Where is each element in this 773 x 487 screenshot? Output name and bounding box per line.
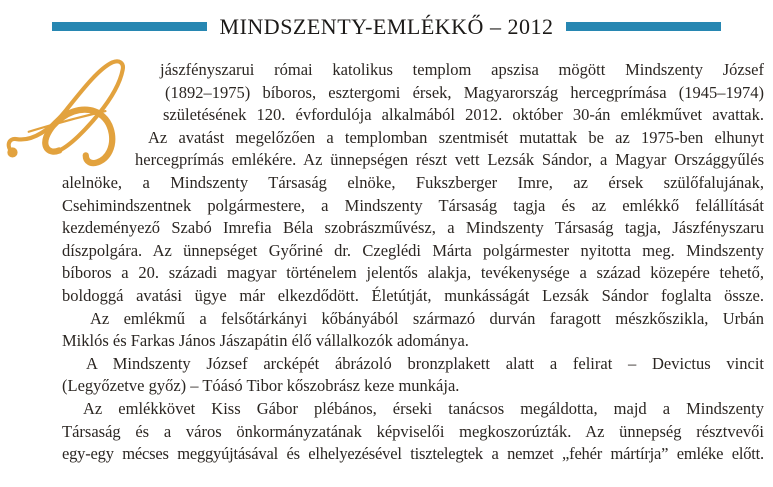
text-line: Miklós és Farkas János Jászapátin élő vállalkozók adománya. [62, 331, 469, 351]
text-line: hercegprímás emlékére. Az ünnepségen részt vett Lezsák Sándor, a Magyar Országgyűlés [135, 150, 764, 170]
text-line: (Legyőzetve győz) – Tóásó Tibor kőszobrász keze munkája. [62, 376, 460, 396]
header-rule-right [566, 22, 721, 31]
text-line: boldoggá avatási ügye már elkezdődött. Életútját, munkásságát Lezsák Sándor foglalta össze. [62, 285, 764, 305]
text-line: Társaság és a város önkormányzatának képviselői megkoszorúzták. Az ünnepség résztvevői [62, 421, 764, 441]
header-rule-left [52, 22, 207, 31]
paragraph-1 [62, 59, 764, 308]
text-line: születésének 120. évfordulója alkalmából 2012. október 30-án emlékművet avattak. [163, 105, 764, 125]
text-line: bíboros a 20. századi magyar történelem jelentős alakja, tevékenysége a század közepére tehető, [62, 263, 764, 283]
text-line: Az avatást megelőzően a templomban szentmisét mutattak be az 1975-ben elhunyt [148, 127, 764, 147]
text-line: A Mindszenty József arcképét ábrázoló bronzplakett alatt a felirat – Devictus vincit [86, 353, 764, 373]
text-line: Az emlékmű a felsőtárkányi kőbányából származó durván faragott mészkőszikla, Urbán [90, 308, 764, 328]
text-line: Az emlékkövet Kiss Gábor plébános, érseki tanácsos megáldotta, majd a Mindszenty [83, 398, 764, 418]
text-line: kezdeményező Szabó Imrefia Béla szobrászművész, a Mindszenty Társaság tagja, Jászfényszaru [62, 218, 764, 238]
text-line: díszpolgára. Az ünnepséget Győriné dr. Czeglédi Márta polgármester nyitotta meg. Mindszenty [62, 240, 764, 260]
text-line: Csehimindszentnek polgármestere, a Mindszenty Társaság tagja és az emlékkő felállítását [62, 195, 764, 215]
page-title: MINDSZENTY-EMLÉKKŐ – 2012 [219, 14, 554, 39]
chapter-header [0, 14, 773, 38]
article-body [62, 59, 764, 466]
paragraph-2 [62, 308, 764, 353]
text-line: egy-egy mécses meggyújtásával és elhelyezésével tisztelegtek a nemzet „fehér mártírja” emléke előtt. [62, 444, 764, 464]
text-line: (1892–1975) bíboros, esztergomi érsek, Magyarország hercegprímása (1945–1974) [165, 82, 764, 102]
paragraph-4 [62, 398, 764, 466]
paragraph-3 [62, 353, 764, 398]
text-line: jászfényszarui római katolikus templom apszisa mögött Mindszenty József [160, 60, 764, 79]
text-line: alelnöke, a Mindszenty Társaság elnöke, Fukszberger Imre, az érsek szülőfalujának, [62, 172, 764, 192]
